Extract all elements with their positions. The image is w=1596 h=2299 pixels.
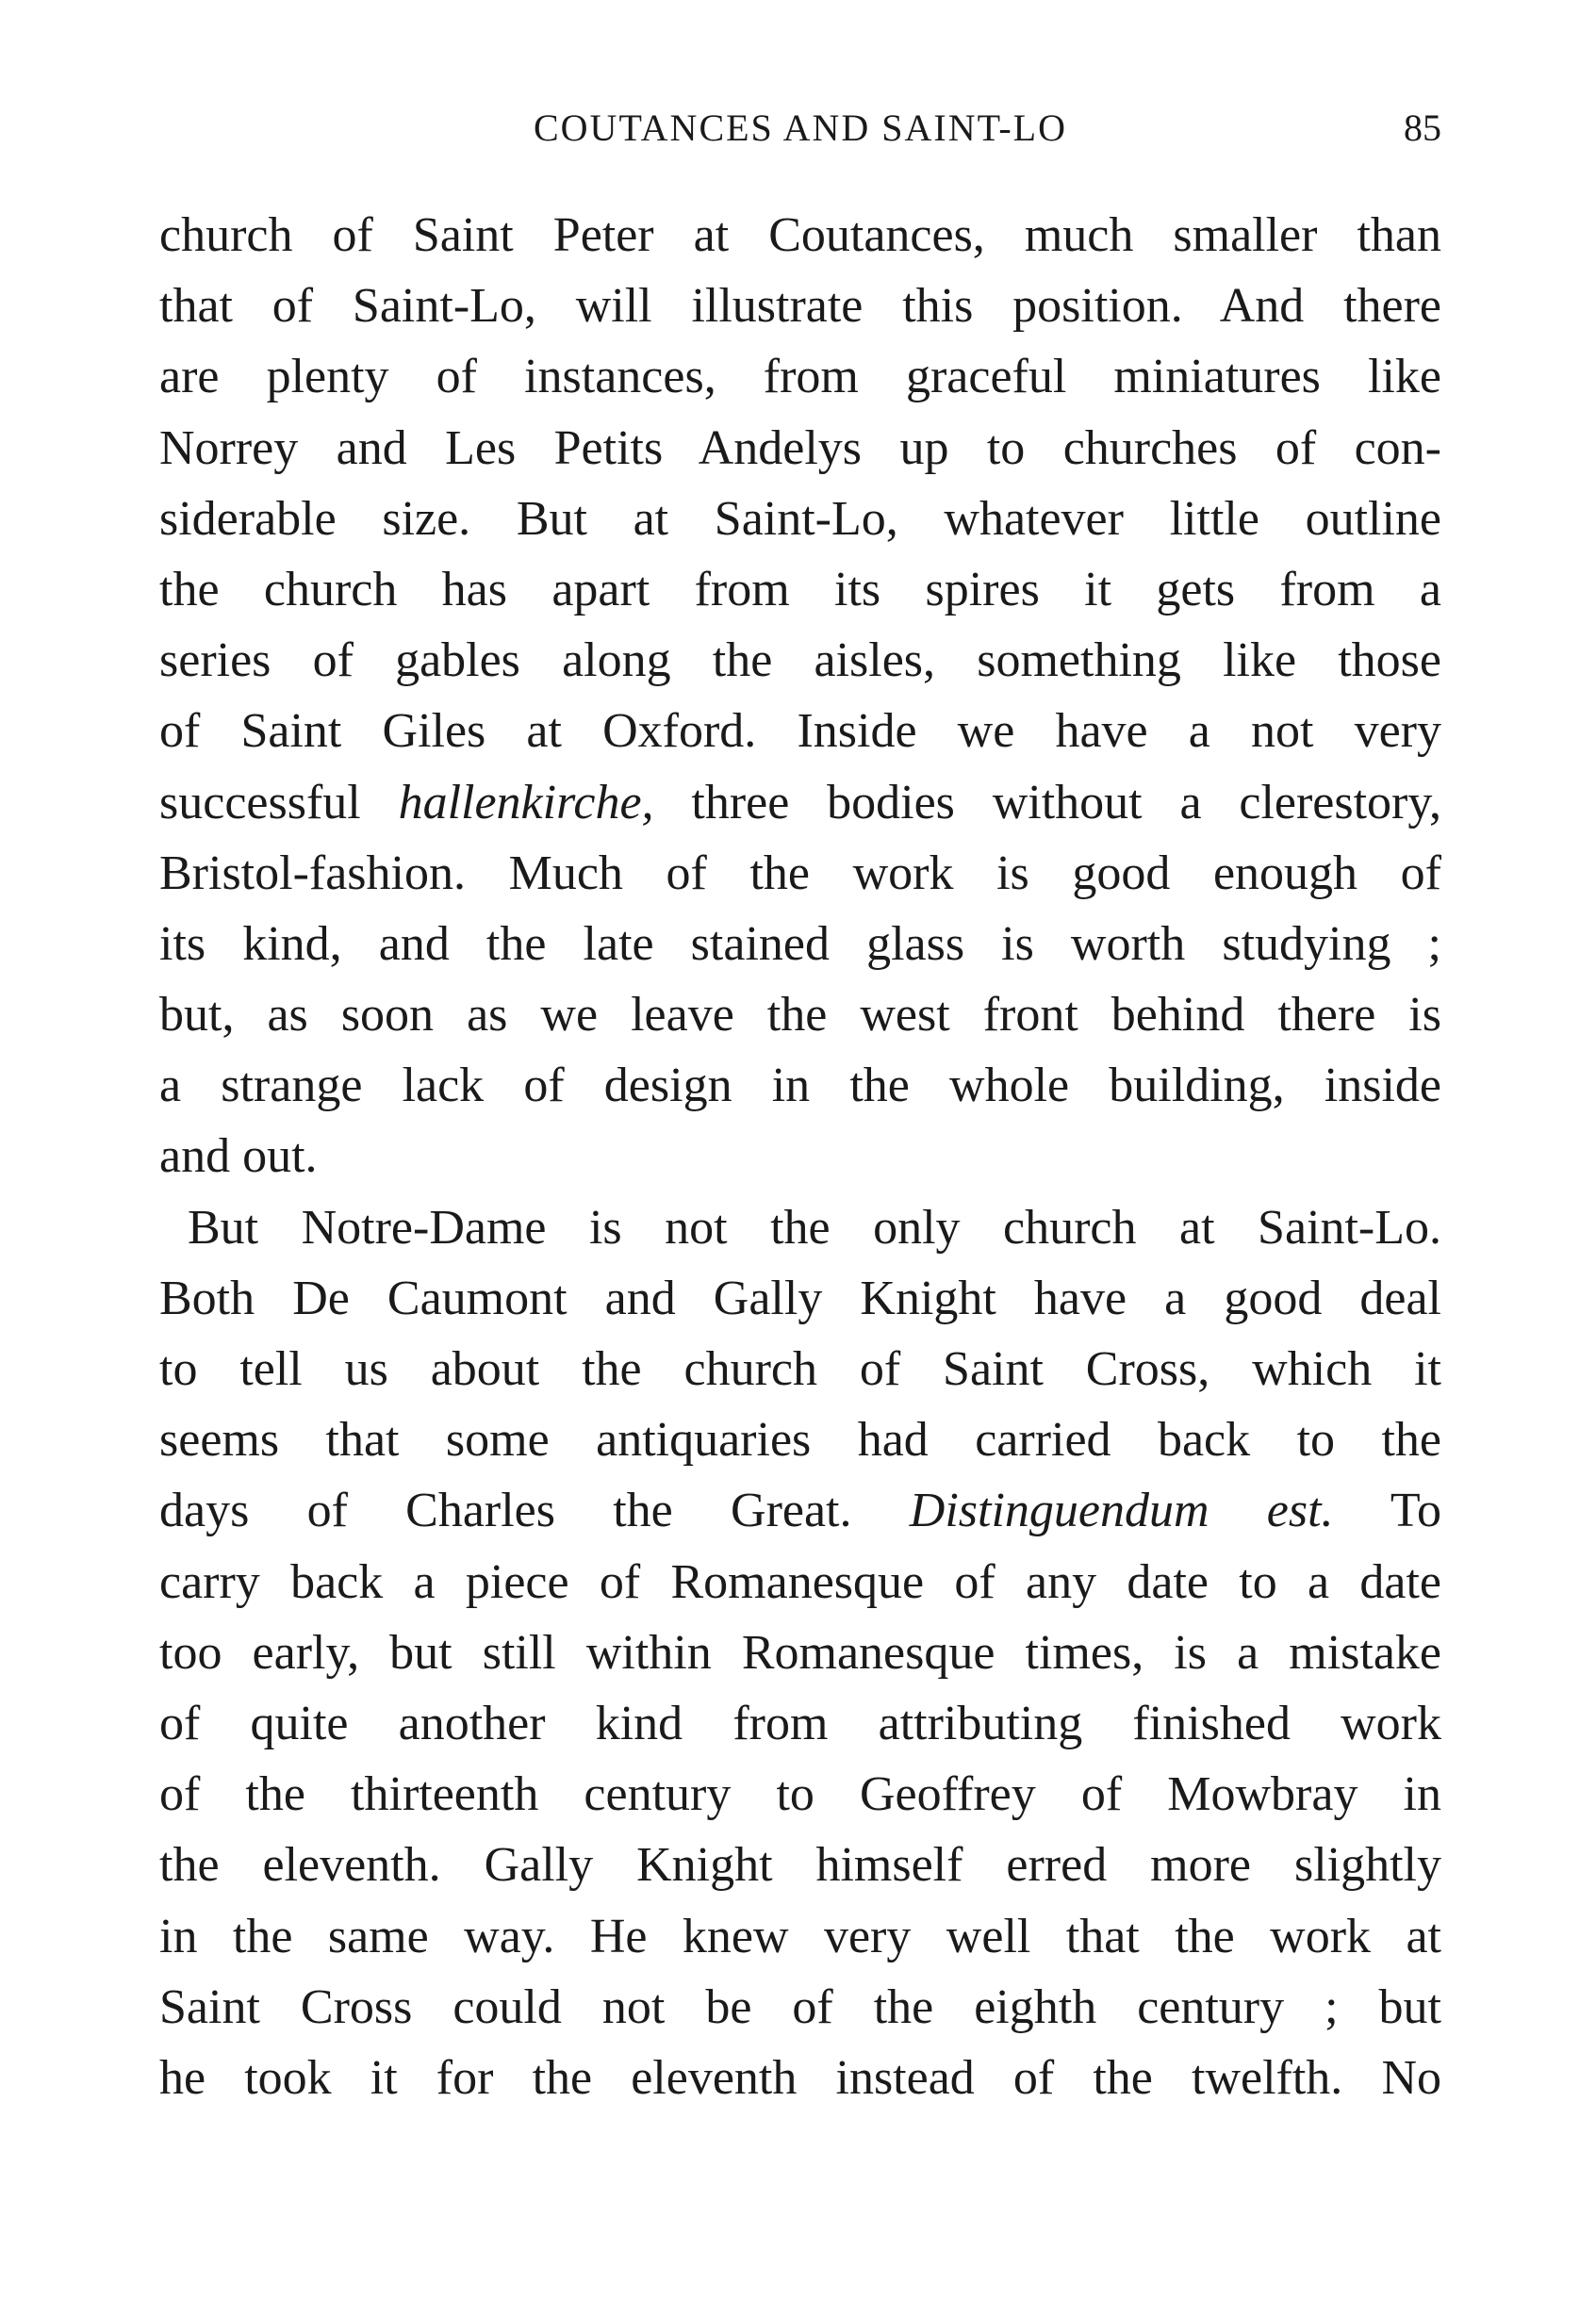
text-segment: but, as soon as we leave the west front behind there is: [159, 988, 1441, 1043]
text-line: [159, 1404, 1441, 1475]
text-line: [159, 1688, 1441, 1759]
text-line: [159, 1618, 1441, 1688]
text-segment: its kind, and the late stained glass is worth studying ;: [159, 916, 1441, 971]
text-segment: he took it for the eleventh instead of the twelfth. No: [159, 2050, 1441, 2105]
text-segment: three bodies without a clerestory,: [653, 775, 1441, 829]
text-segment: carry back a piece of Romanesque of any date to a date: [159, 1554, 1441, 1609]
text-segment: of the thirteenth century to Geoffrey of Mowbray in: [159, 1767, 1441, 1822]
text-line: [159, 1547, 1441, 1618]
text-segment: are plenty of instances, from graceful miniatures like: [159, 350, 1441, 404]
text-segment: of quite another kind from attributing finished work: [159, 1696, 1441, 1750]
text-line: [159, 696, 1441, 766]
text-line: [159, 1901, 1441, 1972]
page-number: 85: [1404, 107, 1441, 149]
running-title: COUTANCES AND SAINT-LO: [533, 107, 1067, 149]
text-line: [159, 2043, 1441, 2113]
text-line: [159, 1972, 1441, 2043]
text-line: [159, 1334, 1441, 1404]
text-line: [159, 1263, 1441, 1334]
text-line: [159, 271, 1441, 341]
text-segment: successful: [159, 775, 399, 829]
italic-text: hallenkirche,: [398, 775, 654, 829]
text-segment: a strange lack of design in the whole building, inside: [159, 1059, 1441, 1113]
body-text: [159, 200, 1441, 2113]
text-segment: of Saint Giles at Oxford. Inside we have a not very: [159, 704, 1441, 759]
text-segment: church of Saint Peter at Coutances, much smaller than: [159, 208, 1441, 262]
text-segment: Saint Cross could not be of the eighth century ; but: [159, 1979, 1441, 2034]
text-segment: seems that some antiquaries had carried back to the: [159, 1413, 1441, 1468]
text-segment: to tell us about the church of Saint Cross, which it: [159, 1342, 1441, 1396]
text-segment: that of Saint-Lo, will illustrate this position. And there: [159, 279, 1441, 334]
text-segment: But Notre-Dame is not the only church at Saint-Lo.: [188, 1200, 1441, 1255]
text-line: [159, 1475, 1441, 1546]
text-segment: Norrey and Les Petits Andelys up to churches of con-: [159, 420, 1441, 475]
text-segment: Bristol-fashion. Much of the work is good enough of: [159, 846, 1441, 900]
text-line: [159, 484, 1441, 554]
text-line: [159, 979, 1441, 1050]
text-segment: in the same way. He knew very well that the work at: [159, 1909, 1441, 1963]
text-segment: and out.: [159, 1129, 318, 1184]
text-segment: days of Charles the Great.: [159, 1484, 910, 1538]
text-segment: To: [1333, 1484, 1442, 1538]
text-line: [159, 1830, 1441, 1900]
text-line: [159, 1192, 1441, 1263]
text-segment: Both De Caumont and Gally Knight have a good deal: [159, 1271, 1441, 1325]
text-line: [159, 200, 1441, 271]
text-line: [159, 554, 1441, 625]
text-line: [159, 1121, 1441, 1191]
page-header: [159, 106, 1441, 162]
text-segment: series of gables along the aisles, something like those: [159, 633, 1441, 688]
italic-text: Distinguendum est.: [909, 1484, 1334, 1538]
text-line: [159, 767, 1441, 838]
text-segment: the eleventh. Gally Knight himself erred more slightly: [159, 1838, 1441, 1893]
text-segment: siderable size. But at Saint-Lo, whatever little outline: [159, 491, 1441, 546]
text-line: [159, 838, 1441, 909]
text-line: [159, 1759, 1441, 1830]
text-segment: too early, but still within Romanesque times, is a mistake: [159, 1625, 1441, 1680]
text-line: [159, 341, 1441, 412]
text-line: [159, 1050, 1441, 1121]
text-line: [159, 413, 1441, 484]
text-segment: the church has apart from its spires it gets from a: [159, 562, 1441, 616]
text-line: [159, 909, 1441, 979]
text-line: [159, 625, 1441, 696]
